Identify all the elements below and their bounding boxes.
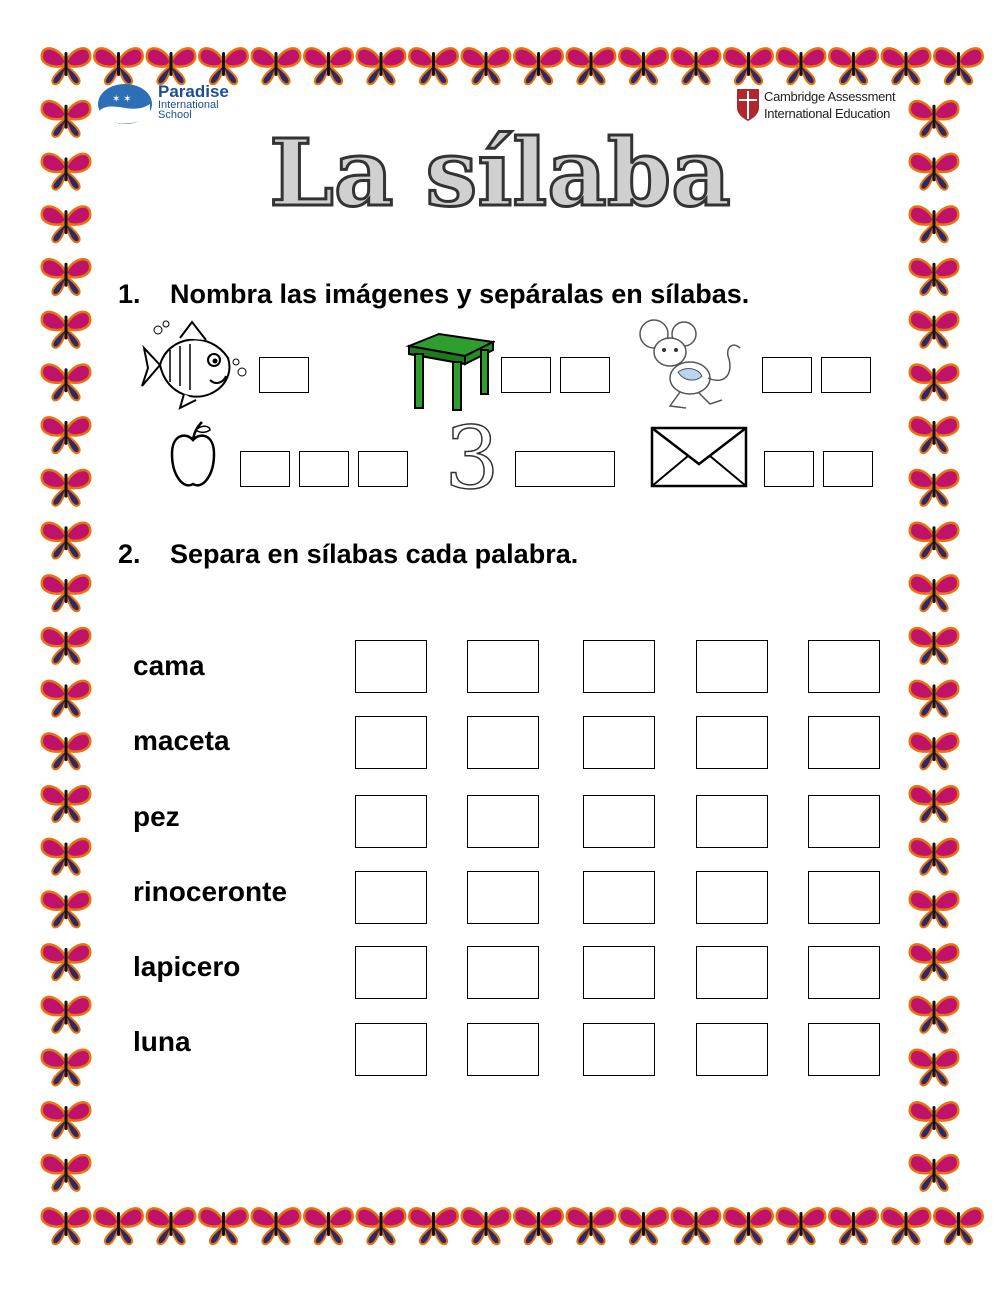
cambridge-shield-icon xyxy=(736,88,760,122)
cambridge-logo xyxy=(736,88,906,124)
butterfly-icon xyxy=(910,575,958,611)
school-name: Paradise xyxy=(158,82,229,101)
answer-box[interactable] xyxy=(259,357,309,393)
butterfly-icon xyxy=(42,417,90,453)
page-title xyxy=(200,125,800,225)
answer-box[interactable] xyxy=(299,451,349,487)
butterfly-icon xyxy=(882,1208,930,1244)
butterfly-icon xyxy=(42,523,90,559)
butterfly-icon xyxy=(42,1050,90,1086)
syllable-box[interactable] xyxy=(355,946,427,999)
cambridge-line1: Cambridge Assessment xyxy=(764,89,896,104)
butterfly-icon xyxy=(357,48,405,84)
word-label: cama xyxy=(133,650,205,681)
syllable-box[interactable] xyxy=(696,871,768,924)
butterfly-icon xyxy=(42,365,90,401)
answer-box[interactable] xyxy=(821,357,871,393)
butterfly-icon xyxy=(462,1208,510,1244)
syllable-box[interactable] xyxy=(583,946,655,999)
apple-icon xyxy=(168,420,218,492)
butterfly-icon xyxy=(910,470,958,506)
butterfly-icon xyxy=(42,681,90,717)
butterfly-icon xyxy=(724,48,772,84)
butterfly-icon xyxy=(910,312,958,348)
syllable-box[interactable] xyxy=(583,640,655,693)
word-label: rinoceronte xyxy=(133,876,288,907)
butterfly-icon xyxy=(910,1050,958,1086)
butterfly-icon xyxy=(42,892,90,928)
syllable-box[interactable] xyxy=(808,946,880,999)
butterfly-icon xyxy=(94,1208,142,1244)
butterfly-icon xyxy=(42,207,90,243)
butterfly-icon xyxy=(42,944,90,980)
syllable-box[interactable] xyxy=(583,795,655,848)
svg-text:3: 3 xyxy=(444,418,500,494)
butterfly-icon xyxy=(934,48,982,84)
answer-box[interactable] xyxy=(560,357,610,393)
butterfly-icon xyxy=(672,1208,720,1244)
butterfly-icon xyxy=(619,48,667,84)
butterfly-icon xyxy=(724,1208,772,1244)
butterfly-icon xyxy=(910,259,958,295)
butterfly-icon xyxy=(910,1102,958,1138)
fish-icon xyxy=(140,320,250,410)
syllable-box[interactable] xyxy=(696,1023,768,1076)
answer-box[interactable] xyxy=(764,451,814,487)
cambridge-line2: International Education xyxy=(764,106,891,121)
butterfly-icon xyxy=(252,48,300,84)
answer-box[interactable] xyxy=(515,451,615,487)
butterfly-icon xyxy=(514,1208,562,1244)
butterfly-icon xyxy=(910,681,958,717)
syllable-box[interactable] xyxy=(583,871,655,924)
butterfly-icon xyxy=(42,312,90,348)
butterfly-icon xyxy=(252,1208,300,1244)
butterfly-icon xyxy=(910,207,958,243)
svg-text:La sílaba: La sílaba xyxy=(269,125,731,225)
syllable-box[interactable] xyxy=(355,1023,427,1076)
butterfly-icon xyxy=(42,1102,90,1138)
syllable-box[interactable] xyxy=(808,795,880,848)
answer-box[interactable] xyxy=(501,357,551,393)
butterfly-icon xyxy=(910,944,958,980)
syllable-box[interactable] xyxy=(355,871,427,924)
butterfly-icon xyxy=(42,1155,90,1191)
number-three-icon xyxy=(440,418,504,494)
school-subtitle: International School xyxy=(158,99,219,121)
word-label: pez xyxy=(133,801,180,832)
butterfly-icon xyxy=(829,48,877,84)
butterfly-icon xyxy=(42,628,90,664)
school-logo xyxy=(96,82,266,126)
butterfly-icon xyxy=(409,1208,457,1244)
butterfly-icon xyxy=(147,48,195,84)
butterfly-icon xyxy=(910,101,958,137)
syllable-box[interactable] xyxy=(808,640,880,693)
butterfly-icon xyxy=(910,786,958,822)
syllable-box[interactable] xyxy=(355,640,427,693)
table-icon xyxy=(405,332,495,412)
butterfly-icon xyxy=(910,1155,958,1191)
butterfly-icon xyxy=(42,786,90,822)
butterfly-icon xyxy=(42,734,90,770)
butterfly-icon xyxy=(42,997,90,1033)
syllable-box[interactable] xyxy=(467,1023,539,1076)
svg-text:✶ ✶: ✶ ✶ xyxy=(112,94,132,105)
butterfly-icon xyxy=(910,734,958,770)
school-crest-icon xyxy=(96,82,154,126)
butterfly-icon xyxy=(42,101,90,137)
butterfly-icon xyxy=(910,628,958,664)
syllable-box[interactable] xyxy=(467,716,539,769)
syllable-box[interactable] xyxy=(355,716,427,769)
syllable-box[interactable] xyxy=(355,795,427,848)
butterfly-icon xyxy=(357,1208,405,1244)
butterfly-icon xyxy=(42,154,90,190)
section1-heading: 1. Nombra las imágenes y sepáralas en sílabas. xyxy=(118,279,750,309)
answer-box[interactable] xyxy=(358,451,408,487)
syllable-box[interactable] xyxy=(808,871,880,924)
butterfly-icon xyxy=(514,48,562,84)
butterfly-icon xyxy=(42,259,90,295)
answer-box[interactable] xyxy=(762,357,812,393)
section2-heading: 2. Separa en sílabas cada palabra. xyxy=(118,539,579,569)
butterfly-icon xyxy=(910,417,958,453)
answer-box[interactable] xyxy=(240,451,290,487)
butterfly-icon xyxy=(910,892,958,928)
butterfly-icon xyxy=(199,1208,247,1244)
butterfly-icon xyxy=(672,48,720,84)
butterfly-icon xyxy=(199,48,247,84)
mouse-icon xyxy=(630,316,755,416)
butterfly-icon xyxy=(934,1208,982,1244)
butterfly-icon xyxy=(42,48,90,84)
butterfly-icon xyxy=(42,839,90,875)
syllable-box[interactable] xyxy=(583,716,655,769)
envelope-icon xyxy=(650,426,748,488)
syllable-box[interactable] xyxy=(808,716,880,769)
butterfly-icon xyxy=(567,1208,615,1244)
butterfly-icon xyxy=(910,523,958,559)
butterfly-icon xyxy=(619,1208,667,1244)
syllable-box[interactable] xyxy=(467,871,539,924)
butterfly-icon xyxy=(147,1208,195,1244)
butterfly-icon xyxy=(882,48,930,84)
butterfly-icon xyxy=(42,1208,90,1244)
butterfly-icon xyxy=(462,48,510,84)
syllable-box[interactable] xyxy=(808,1023,880,1076)
butterfly-icon xyxy=(910,365,958,401)
butterfly-icon xyxy=(304,1208,352,1244)
butterfly-icon xyxy=(567,48,615,84)
butterfly-icon xyxy=(94,48,142,84)
word-label: maceta xyxy=(133,725,230,756)
answer-box[interactable] xyxy=(823,451,873,487)
butterfly-icon xyxy=(304,48,352,84)
word-label: luna xyxy=(133,1026,191,1057)
butterfly-icon xyxy=(910,839,958,875)
syllable-box[interactable] xyxy=(467,946,539,999)
syllable-box[interactable] xyxy=(696,640,768,693)
butterfly-icon xyxy=(829,1208,877,1244)
syllable-box[interactable] xyxy=(583,1023,655,1076)
syllable-box[interactable] xyxy=(696,716,768,769)
syllable-box[interactable] xyxy=(696,795,768,848)
butterfly-icon xyxy=(910,997,958,1033)
butterfly-icon xyxy=(777,48,825,84)
butterfly-icon xyxy=(42,470,90,506)
syllable-box[interactable] xyxy=(467,640,539,693)
syllable-box[interactable] xyxy=(696,946,768,999)
butterfly-icon xyxy=(777,1208,825,1244)
butterfly-icon xyxy=(409,48,457,84)
butterfly-icon xyxy=(910,154,958,190)
word-label: lapicero xyxy=(133,951,241,982)
butterfly-icon xyxy=(42,575,90,611)
syllable-box[interactable] xyxy=(467,795,539,848)
